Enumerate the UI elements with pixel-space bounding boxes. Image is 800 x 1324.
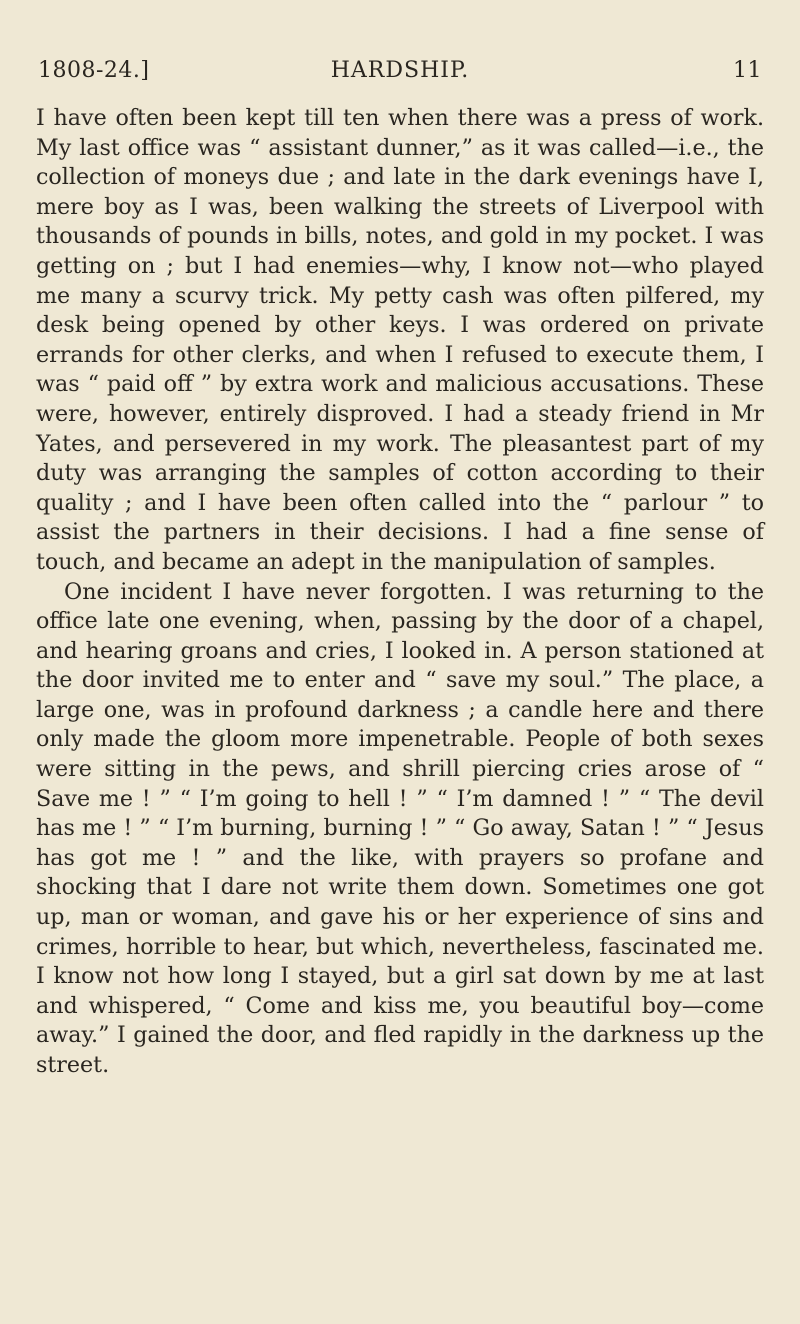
- paragraph: One incident I have never forgotten. I was returning to the office late one evening, when, passing by the door of a chapel, and hearing groans and cries, I looked in. A person stationed at the door invited me to enter and “ save my soul.” The place, a large one, was in profound darkness ; a candle here and there only made the gloom more impenetrable. People of both sexes were sitting in the pews, and shrill piercing cries arose of “ Save me ! ” “ I’m going to hell ! ” “ I’m damned ! ” “ The devil has me ! ” “ I’m burning, burning ! ” “ Go away, Satan ! ” “ Jesus has got me ! ” and the like, with prayers so profane and shocking that I dare not write them down. Sometimes one got up, man or woman, and gave his or her experience of sins and crimes, horrible to hear, but which, nevertheless, fascinated me. I know not how long I stayed, but a girl sat down by me at last and whispered, “ Come and kiss me, you beautiful boy—come away.” I gained the door, and fled rapidly in the darkness up the street.: [36, 578, 764, 1078]
- book-page: [36, 52, 764, 1302]
- running-head-dates: 1808-24.]: [38, 58, 150, 83]
- running-head: [36, 52, 764, 92]
- page-number: 11: [733, 58, 762, 83]
- body-text: [36, 104, 764, 1081]
- paragraph: I have often been kept till ten when there was a press of work. My last office was “ assistant dunner,” as it was called—i.e., the collection of moneys due ; and late in the dark evenings have I, mere boy as I was, been walking the streets of Liverpool with thousands of pounds in bills, notes, and gold in my pocket. I was getting on ; but I had enemies—why, I know not—who played me many a scurvy trick. My petty cash was often pilfered, my desk being opened by other keys. I was ordered on private errands for other clerks, and when I refused to execute them, I was “ paid off ” by extra work and malicious accusations. These were, however, entirely disproved. I had a steady friend in Mr Yates, and persevered in my work. The pleasantest part of my duty was arranging the samples of cotton according to their quality ; and I have been often called into the “ parlour ” to assist the partners in their decisions. I had a fine sense of touch, and became an adept in the manipulation of samples.: [36, 105, 764, 575]
- running-head-title: HARDSHIP.: [330, 58, 470, 83]
